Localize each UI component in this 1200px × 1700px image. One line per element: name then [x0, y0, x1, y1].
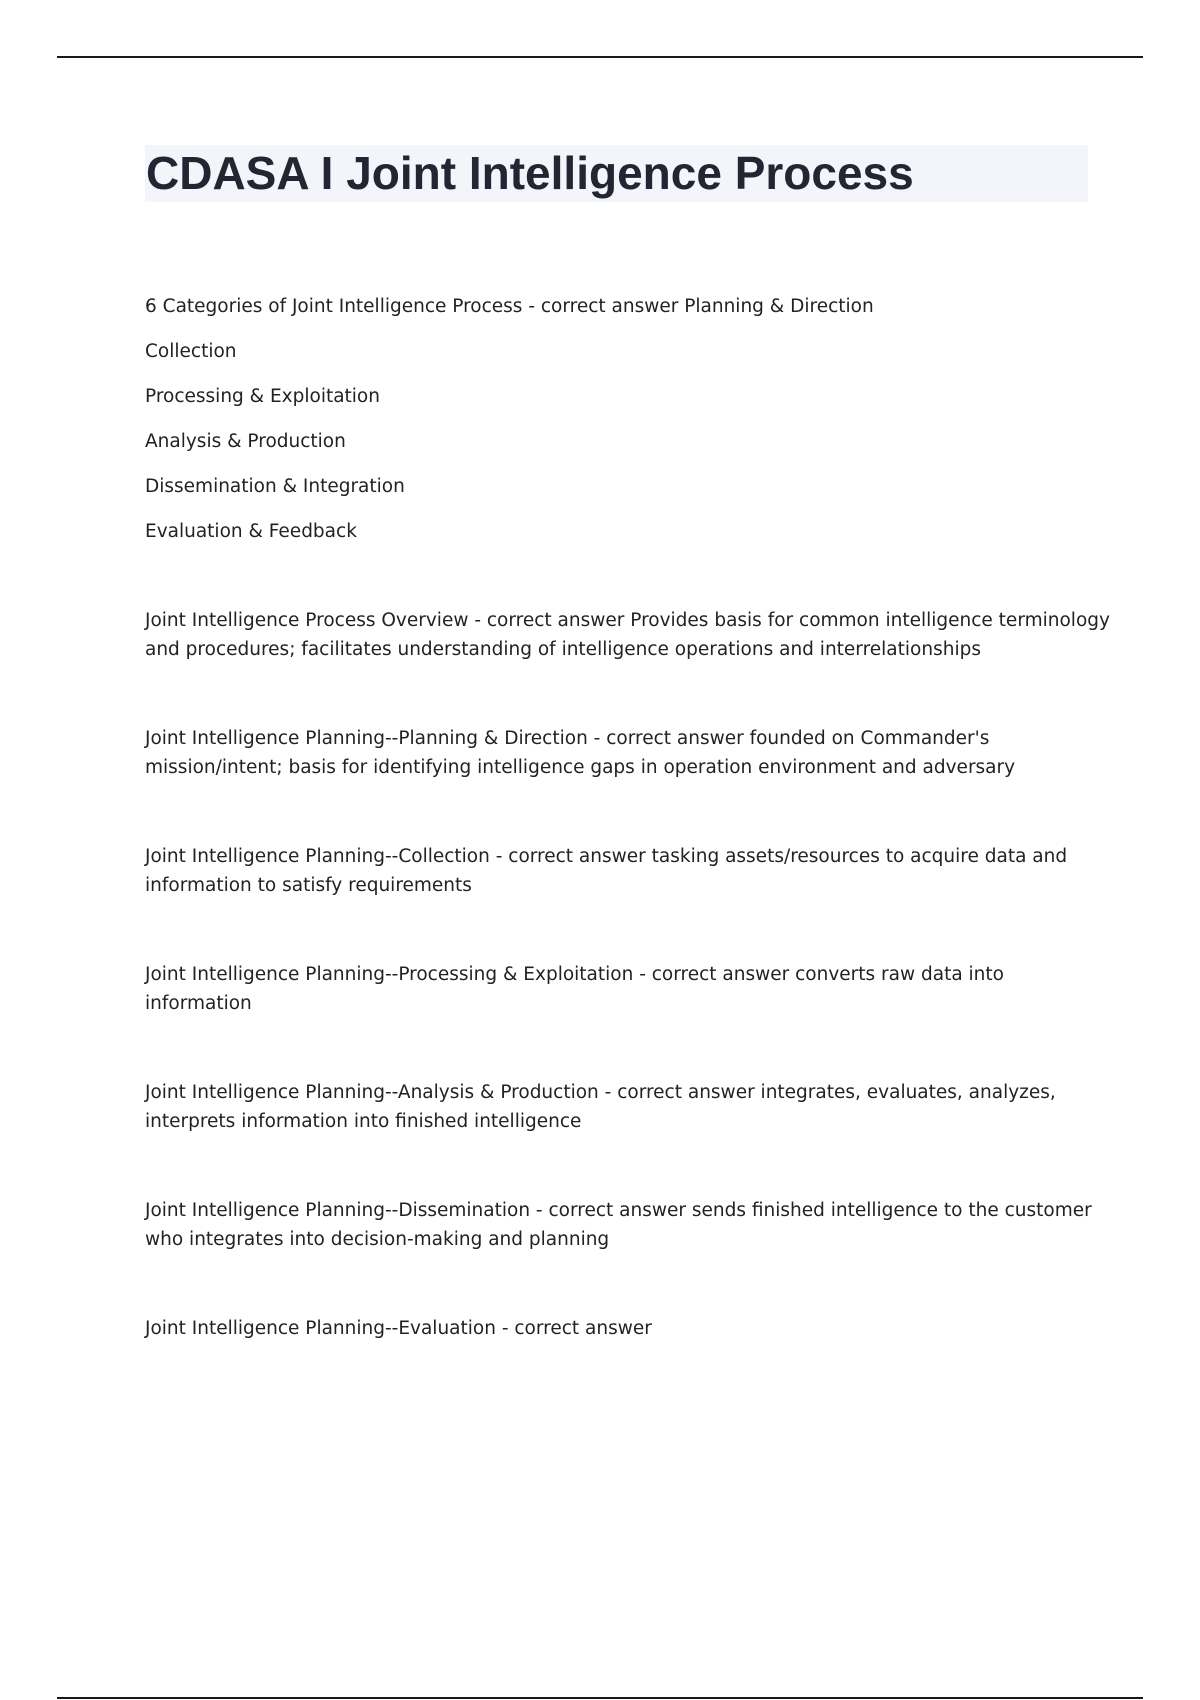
qa-entry — [145, 1196, 1095, 1254]
page-title: CDASA I Joint Intelligence Process — [146, 147, 914, 199]
qa-entry — [145, 724, 1095, 782]
entry-line: Analysis & Production — [145, 431, 346, 452]
entry-line: and procedures; facilitates understanding of intelligence operations and interrelationships — [145, 639, 981, 660]
entry-line: information — [145, 993, 252, 1014]
top-rule — [57, 56, 1143, 58]
entry-line: Joint Intelligence Planning--Processing & Exploitation - correct answer converts raw data into — [145, 964, 1004, 985]
entry-line: Joint Intelligence Process Overview - correct answer Provides basis for common intelligence terminology — [145, 610, 1110, 631]
qa-entry — [145, 606, 1110, 664]
qa-entry — [145, 960, 1095, 1018]
qa-entry — [145, 1078, 1095, 1136]
entry-line: 6 Categories of Joint Intelligence Process - correct answer Planning & Direction — [145, 296, 874, 317]
bottom-rule — [57, 1697, 1143, 1699]
entry-line: Dissemination & Integration — [145, 476, 405, 497]
entry-line: Collection — [145, 341, 237, 362]
document-body — [145, 292, 1110, 1343]
entry-line: who integrates into decision-making and planning — [145, 1229, 610, 1250]
qa-entry — [145, 842, 1095, 900]
categories-entry — [145, 292, 1095, 546]
entry-line: Joint Intelligence Planning--Analysis & Production - correct answer integrates, evaluates, analyzes, — [145, 1082, 1056, 1103]
entry-line: Joint Intelligence Planning--Collection - correct answer tasking assets/resources to acquire data and — [145, 846, 1068, 867]
entry-line: Evaluation & Feedback — [145, 521, 357, 542]
entry-line: mission/intent; basis for identifying intelligence gaps in operation environment and adversary — [145, 757, 1016, 778]
entry-line: Joint Intelligence Planning--Dissemination - correct answer sends finished intelligence to the customer — [145, 1200, 1092, 1221]
entry-line: Processing & Exploitation — [145, 386, 380, 407]
entry-line: information to satisfy requirements — [145, 875, 472, 896]
entry-line: interprets information into finished intelligence — [145, 1111, 582, 1132]
entry-line: Joint Intelligence Planning--Evaluation - correct answer — [145, 1318, 652, 1339]
qa-entry — [145, 1314, 1095, 1343]
entry-line: Joint Intelligence Planning--Planning & Direction - correct answer founded on Commander's — [145, 728, 990, 749]
